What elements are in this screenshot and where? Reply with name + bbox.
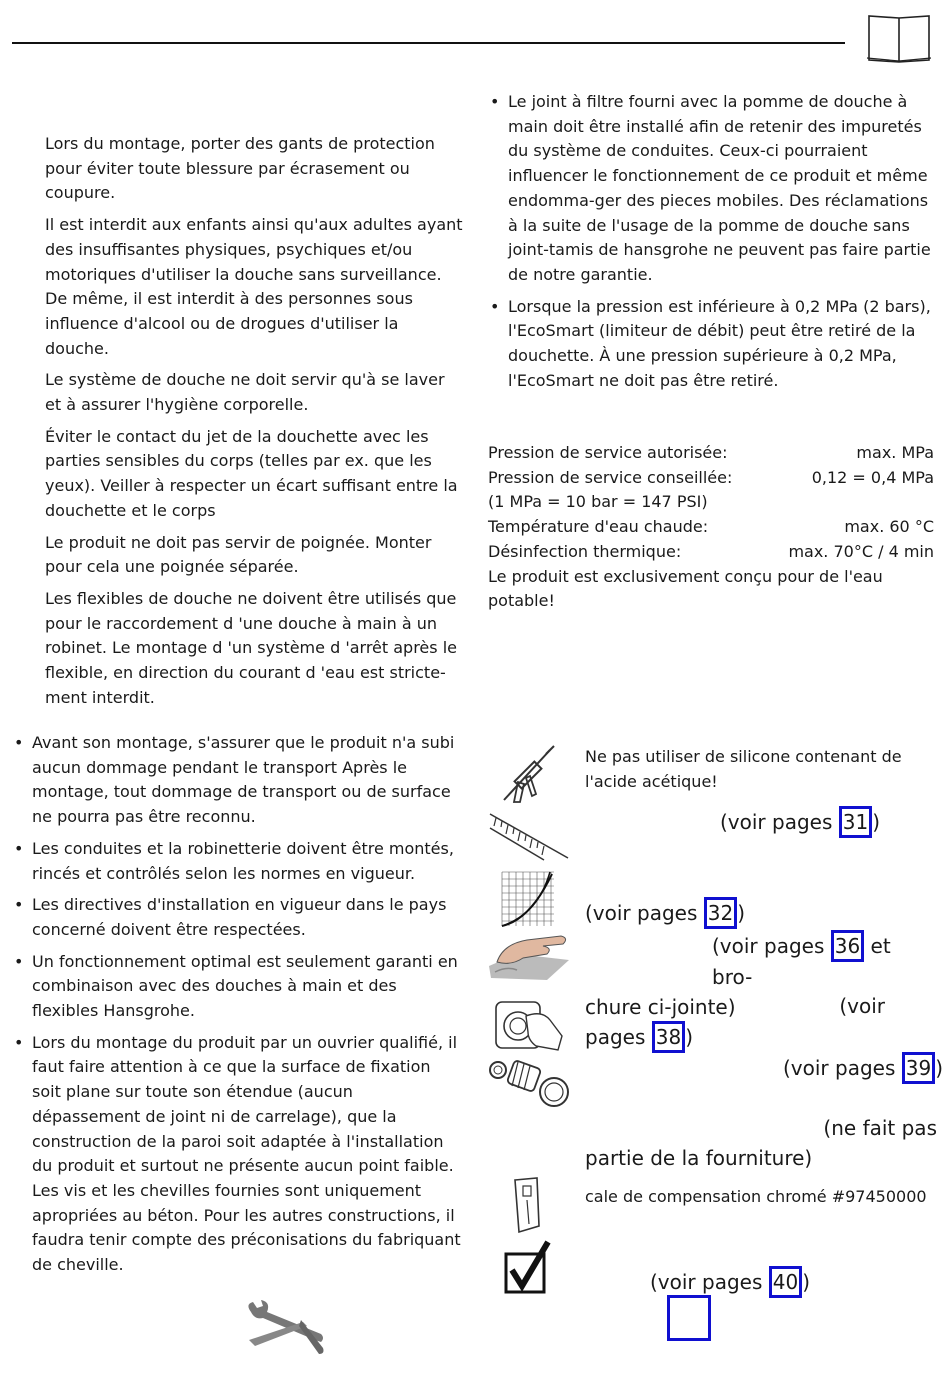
safety-paragraph: Il est interdit aux enfants ainsi qu'aux adultes ayant des insuffisantes physiques, psychiques et/ou motoriques d'utiliser la douche sans surveillance. De même, il est interdit à des personnes sous influence d'alcool ou de drogues d'utiliser la douche. <box>45 215 463 358</box>
page-link[interactable]: 31 <box>839 806 872 838</box>
tools-icon <box>243 1300 327 1358</box>
safety-paragraph: Le produit ne doit pas servir de poignée. Monter pour cela une poignée séparée. <box>45 532 432 577</box>
tech-row: Pression de service autorisée: max. MPa <box>488 443 934 462</box>
list-item: • Le joint à filtre fourni avec la pomme de douche à main doit être installé afin de retenir des impuretés du système de conduites. Ceux-ci pourraient influencer le fonctionnement de ce produit et même endomma-ger des pieces mobiles. Des réclamations à la suite de l'usage de la pomme de douche sans joint-tamis de hansgrohe ne peuvent pas faire partie de notre garantie. <box>488 90 936 288</box>
silicone-gun-icon <box>496 744 558 806</box>
silicone-warning: Ne pas utiliser de silicone contenant de l'acide acétique! <box>585 747 902 791</box>
safety-paragraph: Les flexibles de douche ne doivent être utilisés que pour le raccordement d 'une douche à main à un robinet. Le montage d 'un système d 'arrêt après le flexible, en direction du courant d 'eau est stricte-ment interdit. <box>45 588 457 707</box>
cleaning-hand-icon <box>487 932 571 982</box>
spare-parts-icon <box>488 1056 572 1110</box>
page-link[interactable]: 39 <box>902 1052 935 1084</box>
tech-row: Température d'eau chaude: max. 60 °C <box>488 517 934 537</box>
list-item: • Lors du montage du produit par un ouvrier qualifié, il faut faire attention à ce que la surface de fixation soit plane sur toute son étendue (aucun dépassement de joint ni de carrelage), que la construction de la paroi soit adaptée à l'installation du produit et surtout ne présente aucun point faible. Les vis et les chevilles fournies sont uniquement apropriées au béton. Pour les autres constructions, il faudra tenir compte des préconisations du fabriquant de cheville. <box>12 1031 464 1278</box>
safety-instructions <box>45 132 465 717</box>
page-link[interactable]: 36 <box>831 930 864 962</box>
tech-row: Désinfection thermique: max. 70°C / 4 min <box>488 541 934 561</box>
flow-reference: (voir pages 32 ) <box>585 897 745 929</box>
list-item: • Les directives d'installation en vigueur dans le pays concerné doivent être respectées. <box>12 893 464 942</box>
page-link[interactable]: 38 <box>652 1021 685 1053</box>
dimensions-reference: (voir pages 31 ) <box>720 806 880 838</box>
tech-row: (1 MPa = 10 bar = 147 PSI) <box>488 492 708 512</box>
page-link-box[interactable] <box>667 1295 711 1341</box>
compensation-note: cale de compensation chromé #97450000 <box>585 1187 927 1206</box>
book-icon <box>866 12 932 64</box>
tech-note: Le produit est exclusivement conçu pour de l'eau potable! <box>488 566 883 611</box>
tech-row: Pression de service conseillée: 0,12 = 0,4 MPa <box>488 467 934 487</box>
list-item: • Les conduites et la robinetterie doivent être montés, rincés et contrôlés selon les normes en vigueur. <box>12 837 464 886</box>
checkmark-icon <box>504 1240 552 1296</box>
page-link[interactable]: 40 <box>769 1266 802 1298</box>
compensation-spacer-icon <box>509 1176 545 1234</box>
cleaning-reference: (voir pages 36 et bro- chure ci-jointe) <box>585 930 930 1022</box>
test-reference: (voir pages 40 ) <box>650 1266 810 1298</box>
flow-chart-icon <box>500 870 556 928</box>
technical-data <box>488 441 934 614</box>
safety-paragraph: Le système de douche ne doit servir qu'à se laver et à assurer l'hygiène corporelle. <box>45 370 445 415</box>
list-item: • Avant son montage, s'assurer que le produit n'a subi aucun dommage pendant le transport Après le montage, tout dommage de transport ou de surface ne pourra pas être reconnu. <box>12 731 464 830</box>
safety-paragraph: Lors du montage, porter des gants de protection pour éviter toute blessure par écrasement ou coupure. <box>45 134 435 203</box>
page-link[interactable]: 32 <box>704 897 737 929</box>
safety-paragraph: Éviter le contact du jet de la douchette avec les parties sensibles du corps (telles par ex. que les yeux). Veiller à respecter un écart suffisant entre la douchette et le corps <box>45 426 458 520</box>
thermostat-hand-icon <box>492 996 564 1052</box>
spare-parts-reference: (voir pages 39 ) <box>783 1052 943 1084</box>
operation-reference: (voir pages 38 ) <box>585 991 885 1053</box>
accessory-note: (ne fait pas partie de la fourniture) <box>585 1116 937 1170</box>
installation-notes <box>12 731 464 1285</box>
list-item: • Un fonctionnement optimal est seulement garanti en combinaison avec des douches à main et des flexibles Hansgrohe. <box>12 950 464 1024</box>
header-rule <box>12 42 845 44</box>
ruler-icon <box>488 810 570 862</box>
filter-notes <box>488 90 936 400</box>
list-item: • Lorsque la pression est inférieure à 0,2 MPa (2 bars), l'EcoSmart (limiteur de débit) peut être retiré de la douchette. À une pression supérieure à 0,2 MPa, l'EcoSmart ne doit pas être retiré. <box>488 295 936 394</box>
